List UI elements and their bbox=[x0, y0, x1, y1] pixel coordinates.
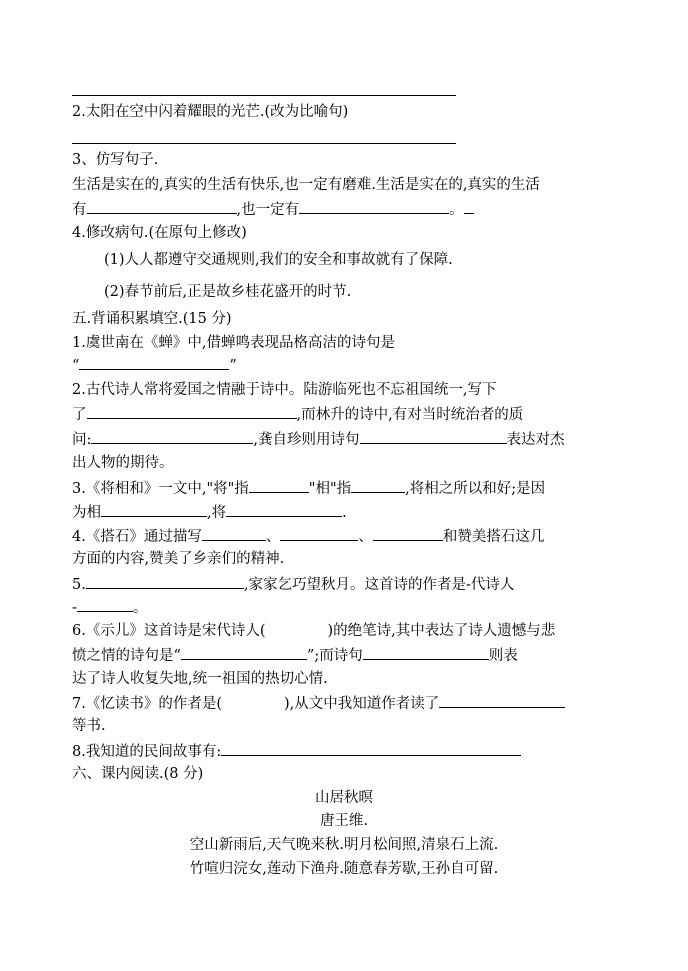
poem-author: 唐王维. bbox=[319, 813, 369, 829]
poem-verse-1: 空山新雨后,天气晚来秋.明月松间照,清泉石上流. bbox=[189, 837, 499, 853]
item-6-line1 bbox=[72, 621, 555, 641]
item-text: ”;而诗句 bbox=[306, 648, 363, 664]
item-text: ,将相之所以和好;是因 bbox=[405, 481, 546, 497]
q3-title: 3、仿写句子. bbox=[72, 152, 159, 168]
fill-blank[interactable] bbox=[363, 645, 489, 660]
item-text: 7.《忆读书》的作者是( bbox=[72, 696, 222, 712]
q3-text: ,也一定有 bbox=[236, 202, 300, 218]
item-1-line1: 1.虞世南在《蝉》中,借蝉鸣表现品格高洁的诗句是 bbox=[72, 335, 395, 351]
item-text: 4.《搭石》通过描写 bbox=[72, 529, 202, 545]
fill-blank[interactable] bbox=[181, 645, 307, 660]
item-6-line2 bbox=[72, 645, 518, 666]
fill-blank[interactable] bbox=[373, 526, 443, 541]
item-8-line1 bbox=[72, 741, 521, 762]
item-text: 和赞美搭石这几 bbox=[442, 529, 545, 545]
q3-text: 。 bbox=[449, 202, 464, 218]
item-text: 3.《将相和》一文中,"将"指 bbox=[72, 481, 249, 497]
item-2-line4: 出人物的期待。 bbox=[72, 455, 174, 471]
item-2-line3 bbox=[72, 429, 565, 450]
item-text: 5. bbox=[72, 577, 86, 593]
item-7-line1 bbox=[72, 693, 565, 714]
fill-blank[interactable] bbox=[439, 693, 565, 708]
fill-blank[interactable] bbox=[299, 199, 449, 214]
fill-blank[interactable] bbox=[77, 597, 133, 612]
item-text: 了 bbox=[72, 407, 87, 423]
fill-blank[interactable] bbox=[249, 478, 309, 493]
q2-prompt: 2.太阳在空中闪着耀眼的光芒.(改为比喻句) bbox=[72, 104, 349, 120]
quote-close: ” bbox=[229, 358, 237, 374]
item-text: ,龚自珍则用诗句 bbox=[253, 432, 360, 448]
item-text: )的绝笔诗,其中表达了诗人遗憾与悲 bbox=[327, 623, 556, 639]
item-text: 为相 bbox=[72, 505, 101, 521]
item-3-line1 bbox=[72, 478, 545, 499]
item-text: ,而林升的诗中,有对当时统治者的质 bbox=[296, 407, 524, 423]
quote-open: “ bbox=[72, 358, 80, 374]
q4-sentence-1: (1)人人都遵守交通规则,我们的安全和事故就有了保障. bbox=[104, 252, 453, 268]
fill-blank[interactable] bbox=[351, 478, 405, 493]
item-text: 。 bbox=[132, 600, 148, 616]
answer-line bbox=[72, 143, 456, 144]
q4-title: 4.修改病句.(在原句上修改) bbox=[72, 225, 247, 241]
item-6-line3: 达了诗人收复失地,统一祖国的热切心情. bbox=[72, 671, 328, 687]
item-text: 愤之情的诗句是“ bbox=[72, 648, 181, 664]
item-4-line1 bbox=[72, 526, 544, 547]
q3-line2 bbox=[72, 199, 474, 220]
fill-blank[interactable] bbox=[202, 526, 266, 541]
item-text: 问: bbox=[72, 432, 92, 448]
fill-blank[interactable] bbox=[226, 502, 342, 517]
fill-blank[interactable] bbox=[360, 429, 507, 444]
poem-title: 山居秋暝 bbox=[315, 790, 373, 806]
fill-blank[interactable] bbox=[87, 199, 237, 214]
item-5-line1 bbox=[72, 574, 514, 595]
item-2-line1: 2.古代诗人常将爱国之情融于诗中。陆游临死也不忘祖国统一,写下 bbox=[72, 382, 497, 398]
fill-blank[interactable] bbox=[464, 199, 474, 214]
item-text: ),从文中我知道作者读了 bbox=[284, 696, 440, 712]
item-text: 6.《示儿》这首诗是宋代诗人( bbox=[72, 623, 266, 639]
item-text: 则表 bbox=[488, 648, 518, 664]
section-5-title: 五.背诵积累填空.(15 分) bbox=[72, 311, 232, 327]
item-text: . bbox=[342, 505, 347, 521]
q3-line1: 生活是实在的,真实的生活有快乐,也一定有磨难.生活是实在的,真实的生活 bbox=[72, 177, 540, 193]
item-4-line2: 方面的内容,赞美了乡亲们的精神. bbox=[72, 551, 285, 567]
q4-sentence-2: (2)春节前后,正是故乡桂花盛开的时节. bbox=[104, 284, 352, 300]
fill-blank[interactable] bbox=[79, 355, 229, 370]
item-2-line2 bbox=[72, 404, 523, 425]
item-text: 8.我知道的民间故事有: bbox=[72, 744, 222, 760]
item-text: ,将 bbox=[207, 505, 227, 521]
item-1-line2 bbox=[72, 355, 237, 376]
item-7-line2: 等书. bbox=[72, 718, 106, 734]
fill-blank[interactable] bbox=[101, 502, 207, 517]
poem-verse-2: 竹喧归浣女,莲动下渔舟.随意春芳歇,王孙自可留. bbox=[189, 861, 499, 877]
item-text: 表达对杰 bbox=[506, 432, 565, 448]
fill-blank[interactable] bbox=[86, 574, 244, 589]
item-3-line2 bbox=[72, 502, 347, 523]
item-text: ,家家乞巧望秋月。这首诗的作者是-代诗人 bbox=[243, 577, 515, 593]
item-text: 、 bbox=[265, 529, 281, 545]
q3-text: 有 bbox=[72, 202, 87, 218]
item-text: - bbox=[72, 600, 77, 616]
section-6-title: 六、课内阅读.(8 分) bbox=[72, 766, 204, 782]
fill-blank[interactable] bbox=[221, 741, 521, 756]
fill-blank[interactable] bbox=[280, 526, 358, 541]
fill-blank[interactable] bbox=[87, 404, 297, 419]
item-text: "相"指 bbox=[308, 481, 352, 497]
fill-blank[interactable] bbox=[91, 429, 253, 444]
item-5-line2 bbox=[72, 597, 147, 618]
item-text: 、 bbox=[358, 529, 373, 545]
answer-line bbox=[72, 95, 456, 96]
